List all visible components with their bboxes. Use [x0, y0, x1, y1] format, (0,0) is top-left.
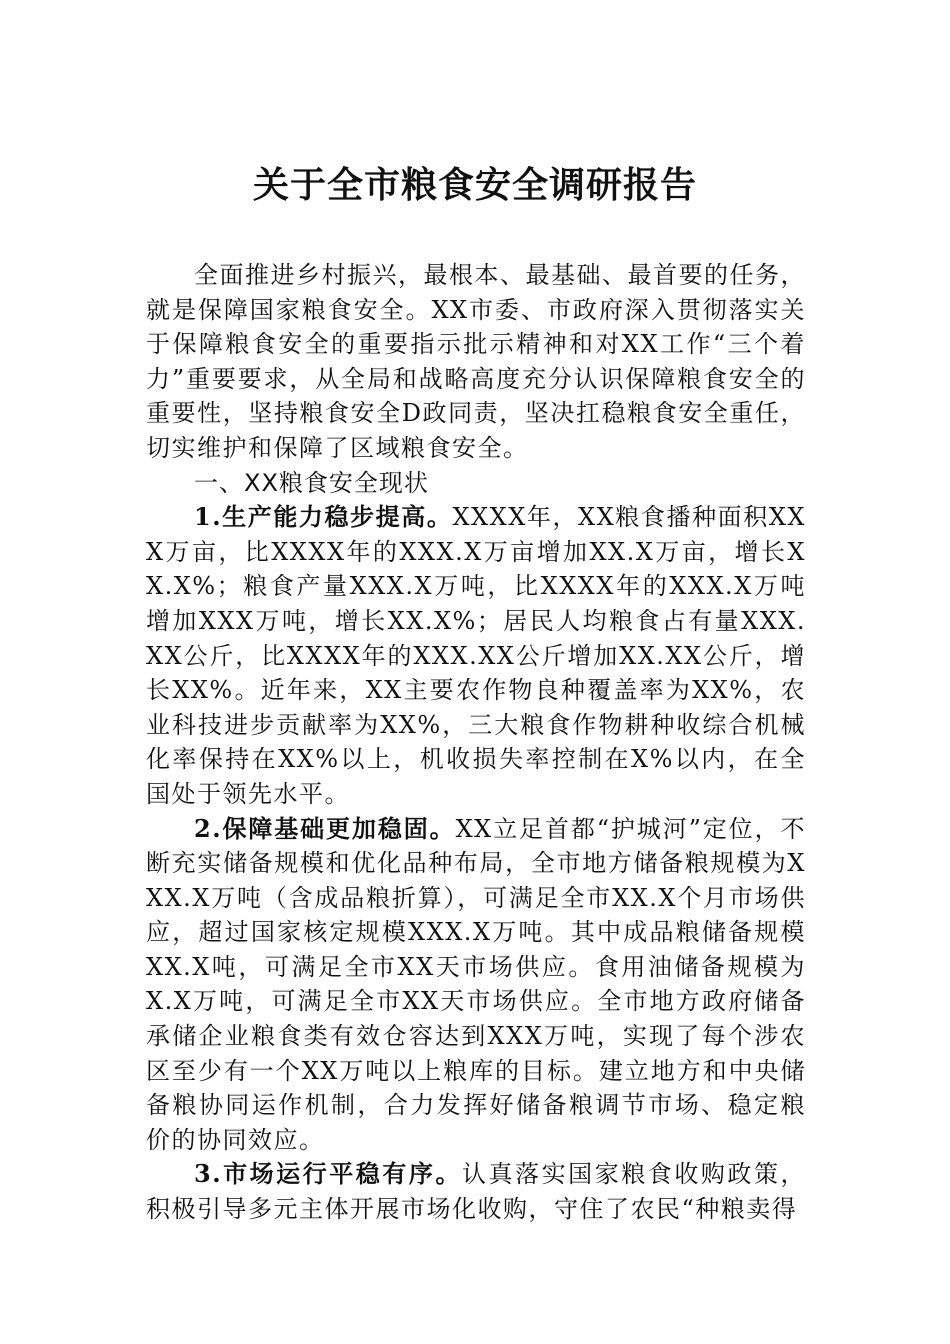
item-text-3: 认真落实国家粮食收购政策，积极引导多元主体开展市场化收购，守住了农民“种粮卖得 — [146, 1160, 806, 1224]
item-lead-1: 1.生产能力稳步提高。 — [194, 502, 453, 532]
item-text-1: XXXX年，XX粮食播种面积XXX万亩，比XXXX年的XXX.X万亩增加XX.X万亩，增长XX.X%；粮食产量XXX.X万吨，比XXXX年的XXX.X万吨增加XXX万吨，增长XX.X%；居民人均粮食占有量XXX.XX公斤，比XXXX年的XXX.XX公斤增加XX.XX公斤，增长XX%。近年来，XX主要农作物良种覆盖率为XX%，农业科技进步贡献率为XX%，三大粮食作物耕种收综合机械化率保持在XX%以上，机收损失率控制在X%以内，在全国处于领先水平。 — [146, 503, 806, 808]
item-lead-2: 2.保障基础更加稳固。 — [194, 813, 456, 843]
item-paragraph-3 — [146, 1157, 806, 1226]
item-paragraph-1 — [146, 500, 806, 811]
document-title: 关于全市粮食安全调研报告 — [252, 164, 697, 206]
document-body — [146, 258, 806, 1227]
item-paragraph-2 — [146, 812, 806, 1158]
section-heading: 一、XX粮食安全现状 — [194, 468, 429, 497]
item-lead-3: 3.市场运行平稳有序。 — [194, 1159, 462, 1189]
item-text-2: XX立足首都“护城河”定位，不断充实储备规模和优化品种布局，全市地方储备粮规模为XXX.X万吨（含成品粮折算），可满足全市XX.X个月市场供应，超过国家核定规模XXX.X万吨。其中成品粮储备规模XX.X吨，可满足全市XX天市场供应。食用油储备规模为X.X万吨，可满足全市XX天市场供应。全市地方政府储备承储企业粮食类有效仓容达到XXX万吨，实现了每个涉农区至少有一个XX万吨以上粮库的目标。建立地方和中央储备粮协同运作机制，合力发挥好储备粮调节市场、稳定粮价的协同效应。 — [146, 814, 806, 1154]
intro-paragraph: 全面推进乡村振兴，最根本、最基础、最首要的任务，就是保障国家粮食安全。XX市委、市政府深入贯彻落实关于保障粮食安全的重要指示批示精神和对XX工作“三个着力”重要要求，从全局和战略高度充分认识保障粮食安全的重要性，坚持粮食安全D政同责，坚决扛稳粮食安全重任，切实维护和保障了区域粮食安全。 — [146, 261, 806, 462]
